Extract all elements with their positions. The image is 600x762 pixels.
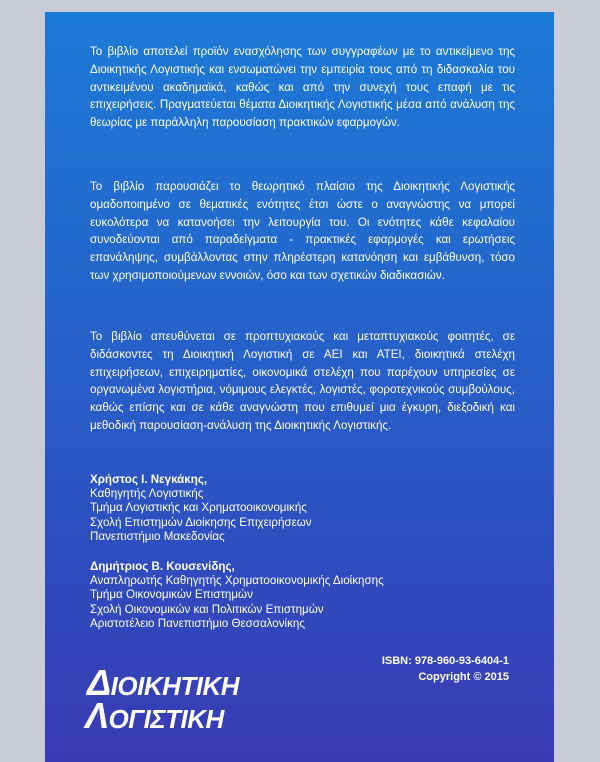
author-university: Αριστοτέλειο Πανεπιστήμιο Θεσσαλονίκης bbox=[90, 616, 305, 630]
author-name: Χρήστος Ι. Νεγκάκης, bbox=[90, 473, 208, 486]
isbn-text: ISBN: 978-960-93-6404-1 bbox=[381, 655, 509, 667]
author-school: Σχολή Επιστημών Διοίκησης Επιχειρήσεων bbox=[90, 515, 312, 529]
author-title: Καθηγητής Λογιστικής bbox=[90, 487, 204, 501]
description-paragraph-2: Το βιβλίο παρουσιάζει το θεωρητικό πλαίσιο της Διοικητικής Λογιστικής ομαδοποιημένο σε θεματικές ενότητες έτσι ώστε ο αναγνώστης να μπορεί ευκολότερα να κατανοήσει την λειτουργία του. Οι ενότητες κάθε κεφαλαίου συνοδεύονται από παραδείγματα - πρακτικές εφαρμογές και ερωτήσεις επανάληψης, συμβάλλοντας στην πληρέστερη κατανόηση και εμβάθυνση, τόσο των χρησιμοποιούμενων εννοιών, όσο και των σχετικών διαδικασιών. bbox=[90, 180, 515, 282]
author-name: Δημήτριος Β. Κουσενίδης, bbox=[90, 560, 235, 573]
back-cover bbox=[45, 12, 554, 762]
author-department: Τμήμα Οικονομικών Επιστημών bbox=[90, 588, 253, 602]
logo-initial-2: Λ bbox=[85, 695, 109, 736]
author-university: Πανεπιστήμιο Μακεδονίας bbox=[90, 529, 225, 543]
publication-info bbox=[382, 653, 509, 685]
logo-word-2: ΟΓΙΣΤΙΚΗ bbox=[108, 704, 224, 734]
logo-line-1 bbox=[87, 662, 240, 703]
author-department: Τμήμα Λογιστικής και Χρηματοοικονομικής bbox=[90, 501, 307, 515]
logo-initial-1: Δ bbox=[87, 662, 111, 703]
description-paragraph-3: Το βιβλίο απευθύνεται σε προπτυχιακούς και μεταπτυχιακούς φοιτητές, σε διδάσκοντες τη Διοικητική Λογιστική σε ΑΕΙ και ΑΤΕΙ, διοικητικά στελέχη επιχειρήσεων, επιχειρηματίες, οικονομικά στελέχη που παρέχουν υπηρεσίες σε οργανωμένα λογιστήρια, νόμιμους ελεγκτές, λογιστές, φοροτεχνικούς συμβούλους, καθώς επίσης και σε κάθε αναγνώστη που επιθυμεί μια έγκυρη, διεξοδική και μεθοδική παρουσίαση-ανάλυση της Διοικητικής Λογιστικής. bbox=[90, 330, 515, 432]
author-block-1 bbox=[90, 473, 520, 544]
logo-line-2 bbox=[85, 695, 239, 736]
description-paragraph-1: Το βιβλίο αποτελεί προϊόν ενασχόλησης των συγγραφέων με το αντικείμενο της Διοικητικής Λογιστικής και ενσωματώνει την εμπειρία τους από τη διδασκαλία του αντικειμένου ακαδημαϊκά, καθώς και από την συνεχή τους επαφή με τις επιχειρήσεις. Πραγματεύεται θέματα Διοικητικής Λογιστικής μέσα από ανάλυση της θεωρίας με παράλληλη παρουσίαση πρακτικών εφαρμογών. bbox=[90, 45, 515, 130]
author-block-2 bbox=[90, 560, 520, 631]
book-title-logo bbox=[75, 662, 240, 736]
author-school: Σχολή Οικονομικών και Πολιτικών Επιστημών bbox=[90, 602, 324, 616]
author-title: Αναπληρωτής Καθηγητής Χρηματοοικονομικής Διοίκησης bbox=[90, 574, 384, 588]
copyright-text: Copyright © 2015 bbox=[418, 671, 509, 683]
logo-word-1: ΙΟΙΚΗΤΙΚΗ bbox=[110, 671, 240, 701]
